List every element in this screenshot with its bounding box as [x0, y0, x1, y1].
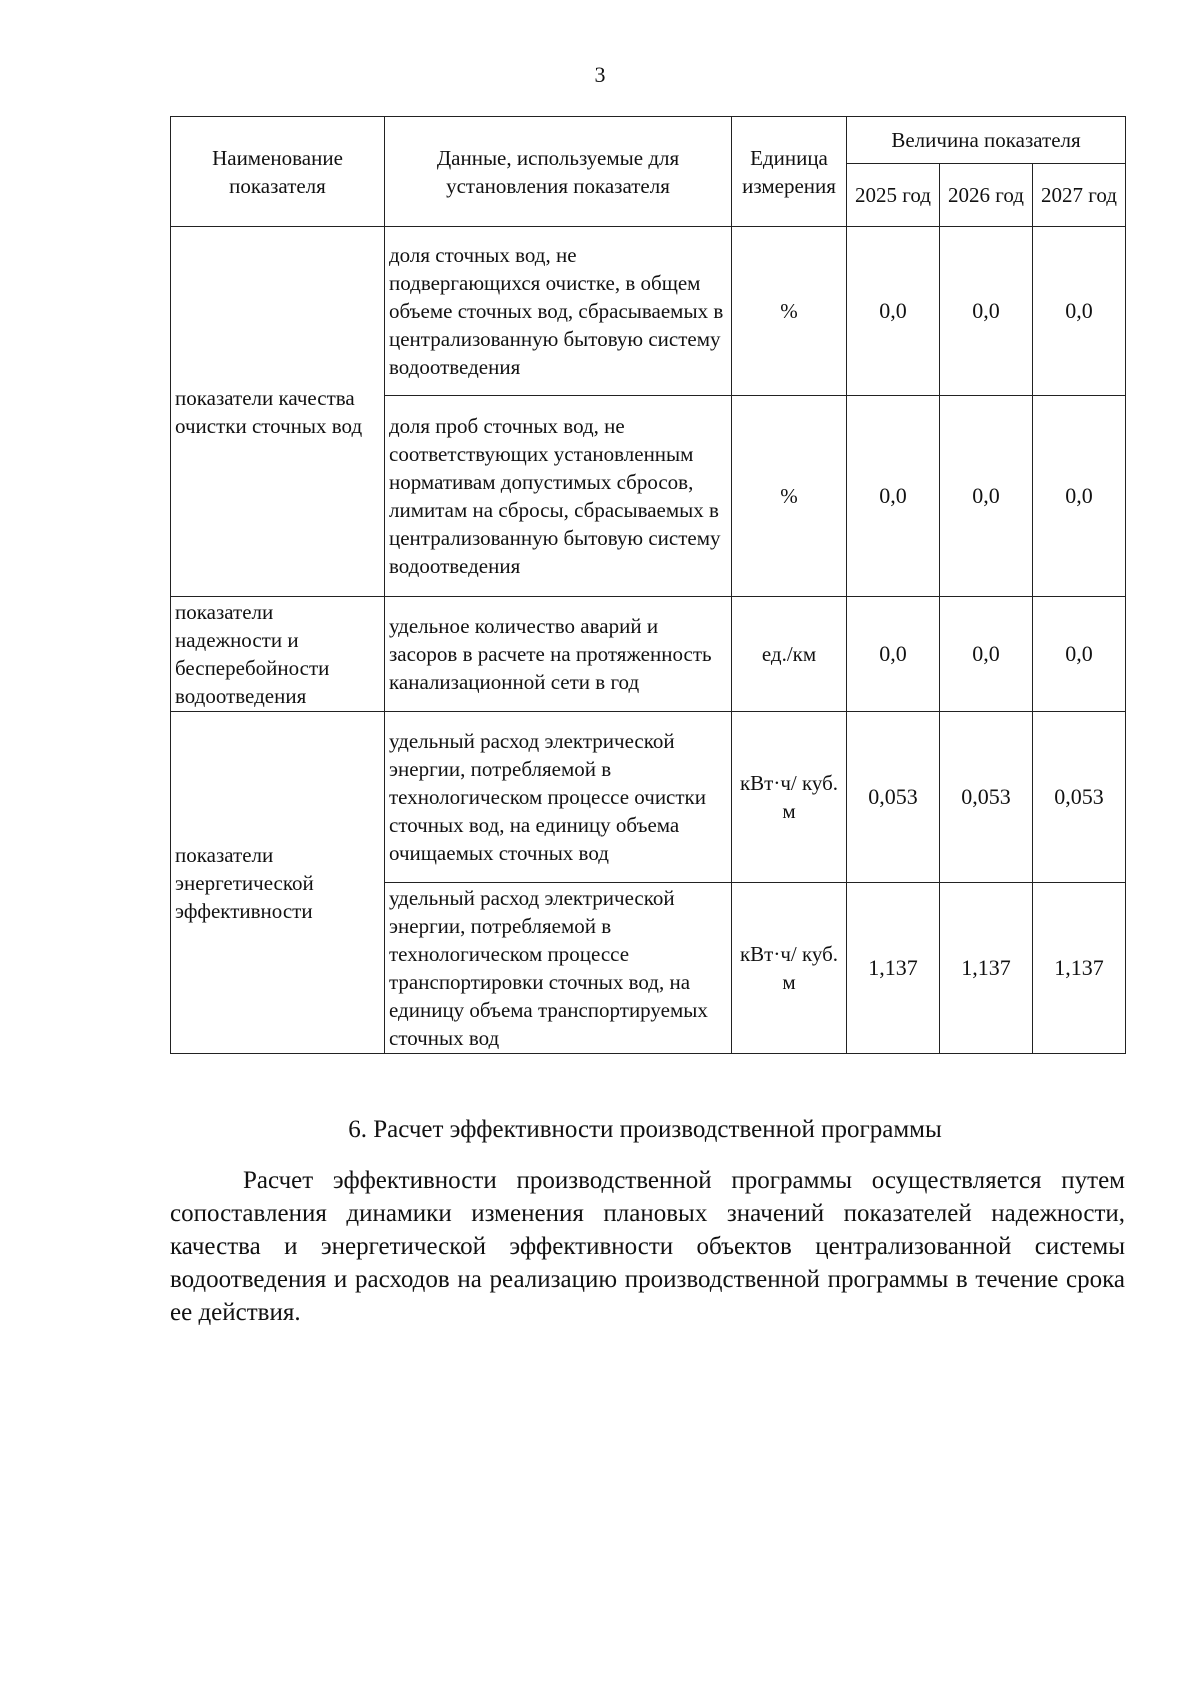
row-description: доля проб сточных вод, не соответствующих установленным нормативам допустимых сбросов, лимитам на сбросы, сбрасываемых в централизованную бытовую систему водоотведения [385, 396, 732, 597]
row-value-2025: 0,0 [847, 396, 940, 597]
row-value-2025: 1,137 [847, 883, 940, 1054]
row-value-2026: 0,053 [940, 712, 1033, 883]
header-year: 2027 год [1033, 164, 1126, 227]
header-name: Наименование показателя [171, 117, 385, 227]
header-year: 2026 год [940, 164, 1033, 227]
row-value-2027: 1,137 [1033, 883, 1126, 1054]
section-body: Расчет эффективности производственной программы осуществляется путем сопоставления динамики изменения плановых значений показателей надежности, качества и энергетической эффективности объектов централизованной системы водоотведения и расходов на реализацию производственной программы в течение срока ее действия. [170, 1167, 1125, 1326]
row-description: удельное количество аварий и засоров в расчете на протяженность канализационной сети в год [385, 597, 732, 712]
row-unit: кВт·ч/ куб. м [732, 883, 847, 1054]
indicators-table [170, 116, 1126, 1054]
row-value-2025: 0,0 [847, 597, 940, 712]
row-value-2025: 0,053 [847, 712, 940, 883]
table-row [171, 712, 1126, 883]
row-unit: кВт·ч/ куб. м [732, 712, 847, 883]
page-number: 3 [594, 62, 606, 87]
row-unit: ед./км [732, 597, 847, 712]
header-value-group: Величина показателя [847, 117, 1126, 164]
row-value-2026: 0,0 [940, 227, 1033, 396]
row-value-2026: 0,0 [940, 597, 1033, 712]
table-row [171, 227, 1126, 396]
row-description: доля сточных вод, не подвергающихся очистке, в общем объеме сточных вод, сбрасываемых в централизованную бытовую систему водоотведения [385, 227, 732, 396]
row-description: удельный расход электрической энергии, потребляемой в технологическом процессе транспортировки сточных вод, на единицу объема транспортируемых сточных вод [385, 883, 732, 1054]
header-year: 2025 год [847, 164, 940, 227]
row-value-2027: 0,0 [1033, 396, 1126, 597]
group-reliability: показатели надежности и бесперебойности водоотведения [171, 597, 385, 712]
row-value-2027: 0,053 [1033, 712, 1126, 883]
row-value-2027: 0,0 [1033, 227, 1126, 396]
group-quality: показатели качества очистки сточных вод [171, 227, 385, 597]
row-value-2026: 0,0 [940, 396, 1033, 597]
row-value-2025: 0,0 [847, 227, 940, 396]
row-unit: % [732, 396, 847, 597]
table-row [171, 597, 1126, 712]
section-title: 6. Расчет эффективности производственной программы [348, 1116, 942, 1143]
row-value-2026: 1,137 [940, 883, 1033, 1054]
group-energy: показатели энергетической эффективности [171, 712, 385, 1054]
header-unit: Единица измерения [732, 117, 847, 227]
row-unit: % [732, 227, 847, 396]
row-value-2027: 0,0 [1033, 597, 1126, 712]
row-description: удельный расход электрической энергии, потребляемой в технологическом процессе очистки сточных вод, на единицу объема очищаемых сточных вод [385, 712, 732, 883]
header-data: Данные, используемые для установления показателя [385, 117, 732, 227]
